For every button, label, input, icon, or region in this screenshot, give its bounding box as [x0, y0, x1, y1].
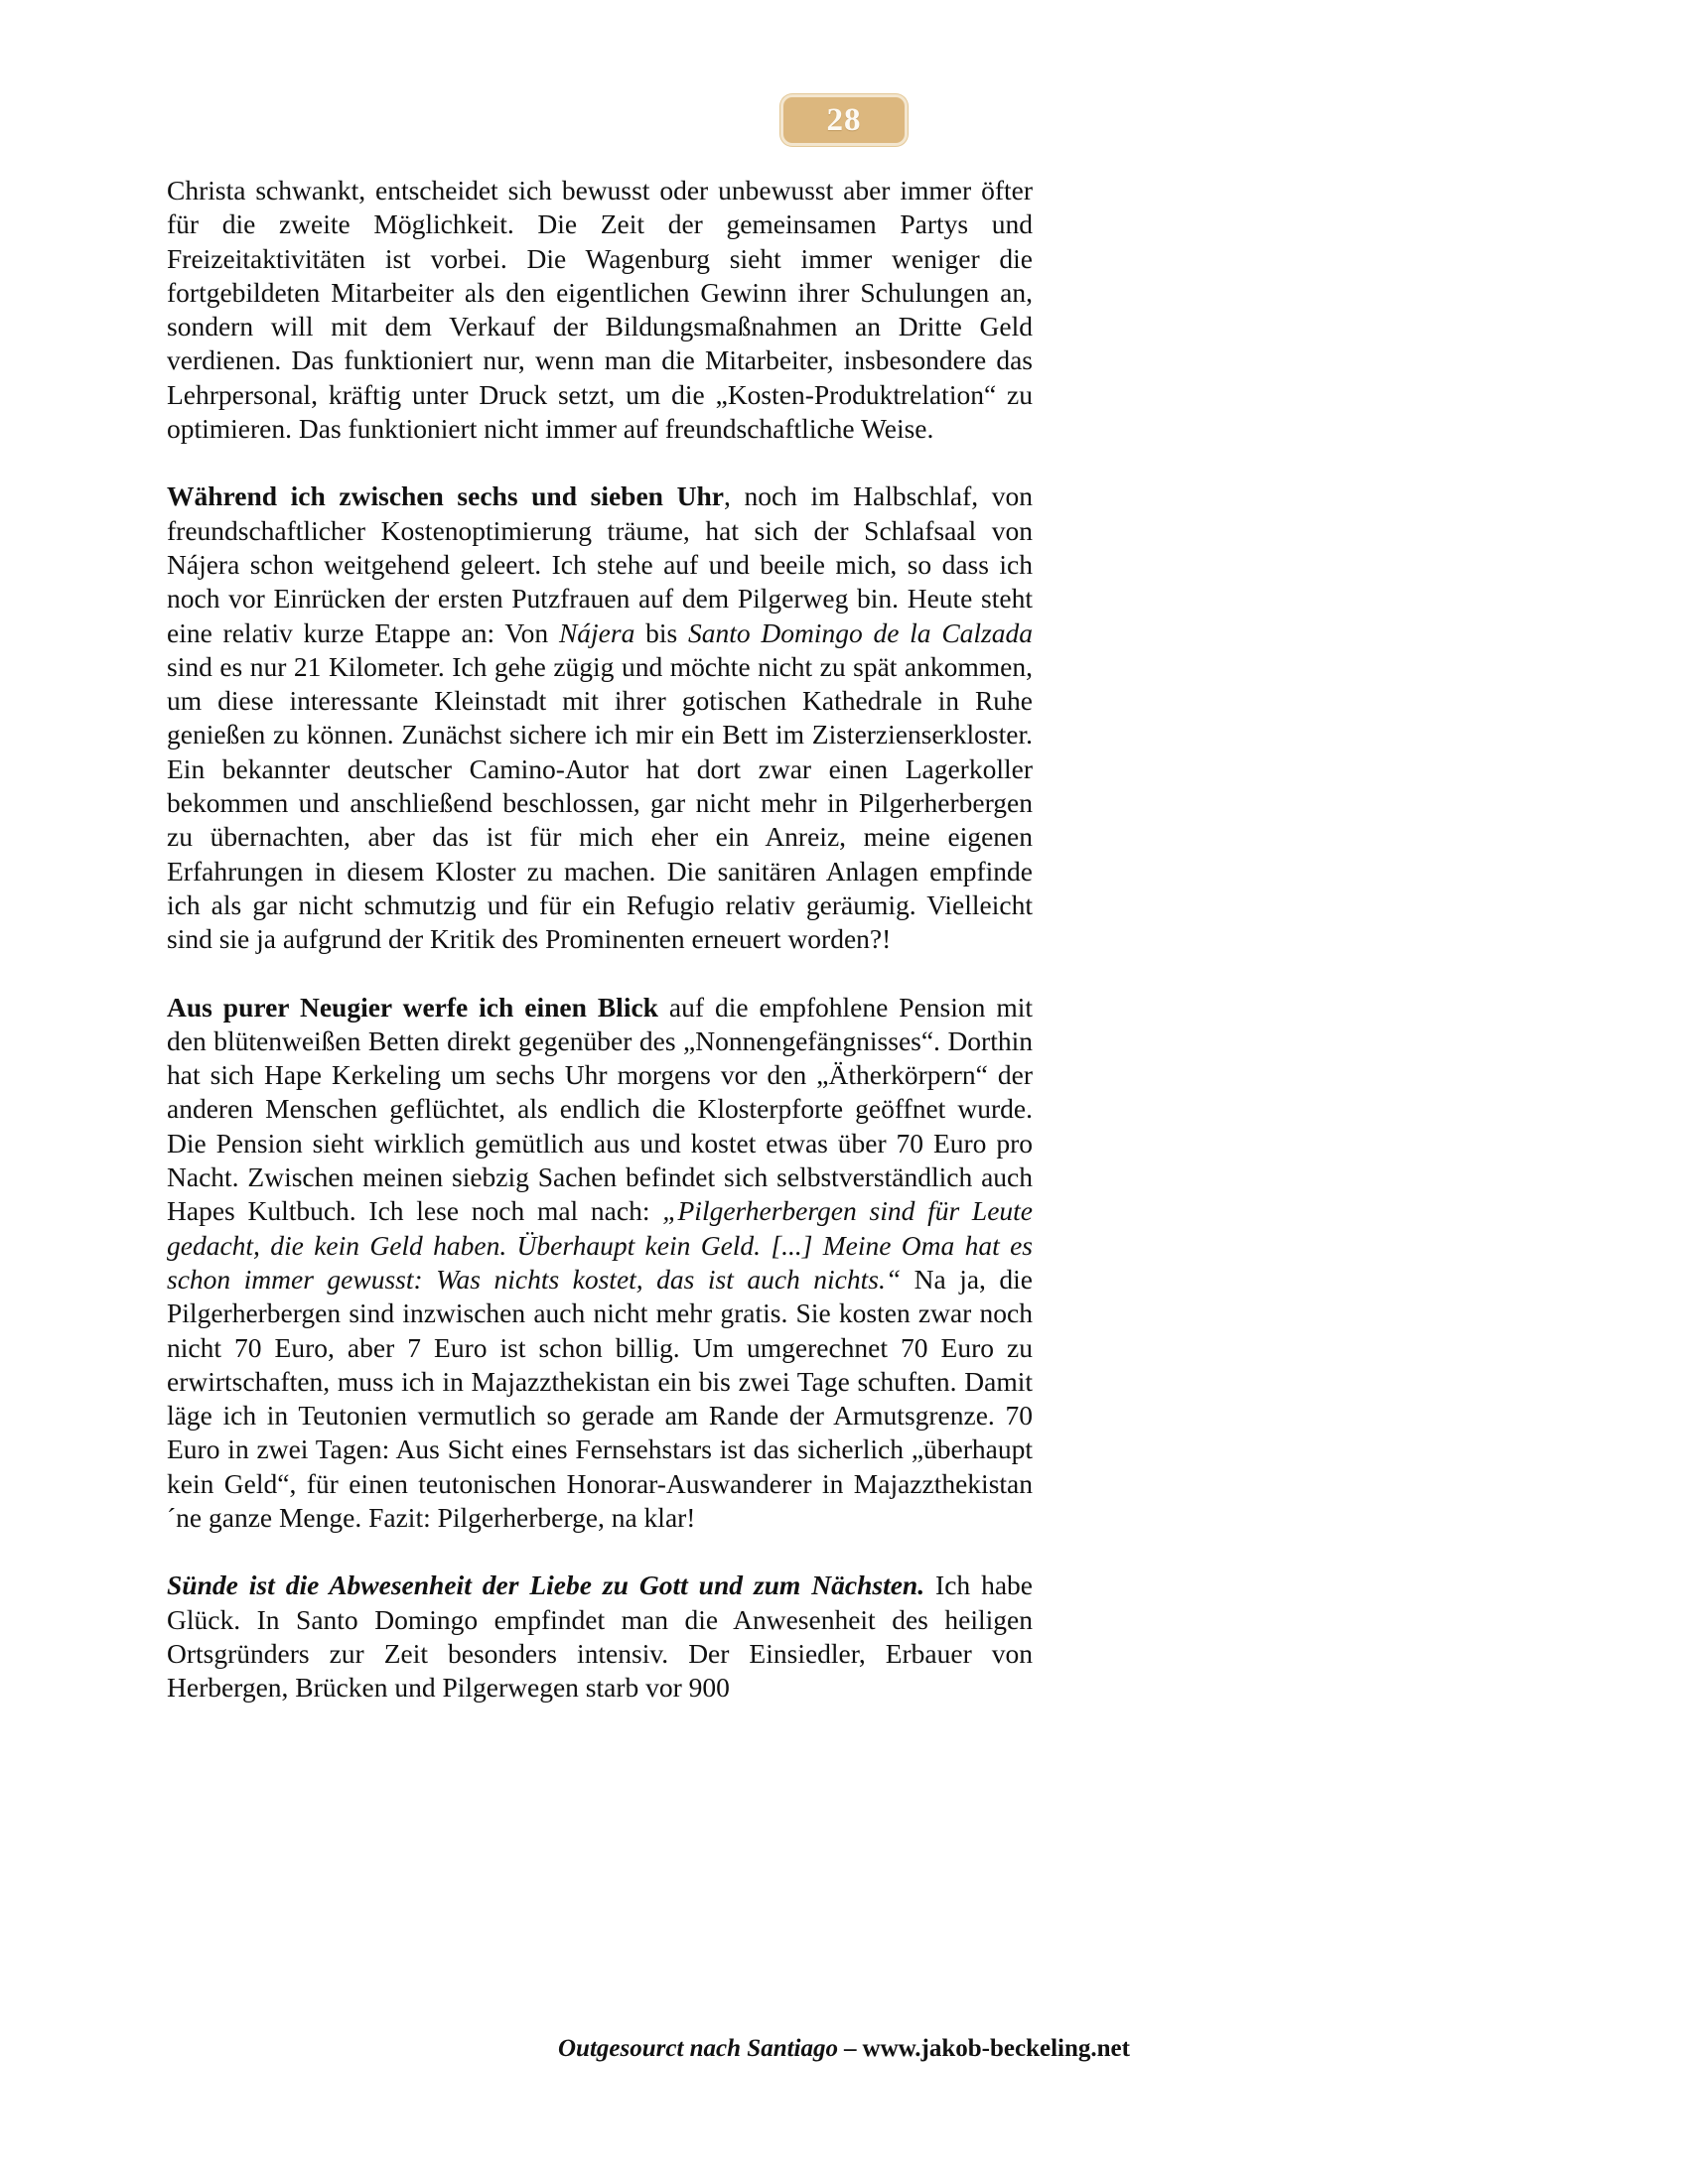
paragraph-2-text-b: bis [634, 616, 688, 648]
paragraph-2-text-a: , noch im Halbschlaf, von freundschaftlicher Kostenoptimierung träume, hat sich der Schlafsaal von Nájera schon weitgehend geleert. Ich stehe auf und beeile mich, so dass ich noch vor Einrücken der ersten Putzfrauen auf dem Pilgerweg bin. Heute steht eine relativ kurze Etappe an: Von [167, 480, 1033, 648]
paragraph-3-quotation: „Pilgerherbergen sind für Leute gedacht, die kein Geld haben. Überhaupt kein Geld. [...] Meine Oma hat es schon immer gewusst: Was nichts kostet, das ist auch nichts.“ [167, 1195, 1033, 1295]
paragraph-3-text-a: auf die empfohlene Pension mit den blütenweißen Betten direkt gegenüber des „Nonnengefängnisses“. Dorthin hat sich Hape Kerkeling um sechs Uhr morgens vor den „Ätherkörpern“ der anderen Menschen geflüchtet, als endlich die Klosterpforte geöffnet wurde. Die Pension sieht wirklich gemütlich aus und kostet etwas über 70 Euro pro Nacht. Zwischen meinen siebzig Sachen befindet sich selbstverständlich auch Hapes Kultbuch. Ich lese noch mal nach: [167, 991, 1033, 1227]
paragraph-3-text-b: Na ja, die Pilgerherbergen sind inzwischen auch nicht mehr gratis. Sie kosten zwar noch nicht 70 Euro, aber 7 Euro ist schon billig. Um umgerechnet 70 Euro zu erwirtschaften, muss ich in Majazzthekistan ein bis zwei Tage schuften. Damit läge ich in Teutonien vermutlich so gerade am Rande der Armutsgrenze. 70 Euro in zwei Tagen: Aus Sicht eines Fernsehstars ist das sicherlich „überhaupt kein Geld“, für einen teutonischen Honorar-Auswanderer in Majazzthekistan ´ne ganze Menge. Fazit: Pilgerherberge, na klar! [167, 1263, 1033, 1533]
place-name-najera: Nájera [558, 616, 635, 648]
paragraph-2-text-c: sind es nur 21 Kilometer. Ich gehe zügig und möchte nicht zu spät ankommen, um diese interessante Kleinstadt mit ihrer gotischen Kathedrale in Ruhe genießen zu können. Zunächst sichere ich mir ein Bett im Zisterzienserkloster. Ein bekannter deutscher Camino-Autor hat dort zwar einen Lagerkoller bekommen und anschließend beschlossen, gar nicht mehr in Pilgerherbergen zu übernachten, aber das ist für mich eher ein Anreiz, meine eigenen Erfahrungen in diesem Kloster zu machen. Die sanitären Anlagen empfinde ich als gar nicht schmutzig und für ein Refugio relativ geräumig. Vielleicht sind sie ja aufgrund der Kritik des Prominenten erneuert worden?! [167, 650, 1033, 955]
footer-separator: – [844, 2035, 857, 2062]
paragraph-4-text-a: Ich habe Glück. In Santo Domingo empfindet man die Anwesenheit des heiligen Ortsgründers zur Zeit besonders intensiv. Der Einsiedler, Erbauer von Herbergen, Brücken und Pilgerwegen starb vor 900 [167, 1570, 1033, 1704]
place-name-santo-domingo: Santo Domingo de la Calzada [687, 616, 1033, 648]
footer-book-title: Outgesourct nach Santiago [558, 2035, 839, 2062]
paragraph-1-text: Christa schwankt, entscheidet sich bewusst oder unbewusst aber immer öfter für die zweite Möglichkeit. Die Zeit der gemeinsamen Partys und Freizeitaktivitäten ist vorbei. Die Wagenburg sieht immer weniger die fortgebildeten Mitarbeiter als den eigentlichen Gewinn ihrer Schulungen an, sondern will mit dem Verkauf der Bildungsmaßnahmen an Dritte Geld verdienen. Das funktioniert nur, wenn man die Mitarbeiter, insbesondere das Lehrpersonal, kräftig unter Druck setzt, um die „Kosten-Produktrelation“ zu optimieren. Das funktioniert nicht immer auf freundschaftliche Weise. [167, 175, 1033, 445]
page-body-text [167, 174, 1033, 1705]
page-number-text: 28 [826, 101, 862, 138]
page-footer [0, 2033, 1688, 2065]
page-header [0, 94, 1688, 146]
paragraph-3 [167, 991, 1033, 1536]
paragraph-2-lead: Während ich zwischen sechs und sieben Uhr [167, 480, 724, 512]
footer-website-url[interactable]: www.jakob-beckeling.net [862, 2035, 1130, 2062]
paragraph-4 [167, 1569, 1033, 1705]
paragraph-3-lead: Aus purer Neugier werfe ich einen Blick [167, 991, 658, 1023]
paragraph-4-lead: Sünde ist die Abwesenheit der Liebe zu Gott und zum Nächsten. [167, 1570, 925, 1601]
paragraph-1 [167, 174, 1033, 446]
page-number-badge [780, 94, 908, 146]
paragraph-2 [167, 479, 1033, 956]
